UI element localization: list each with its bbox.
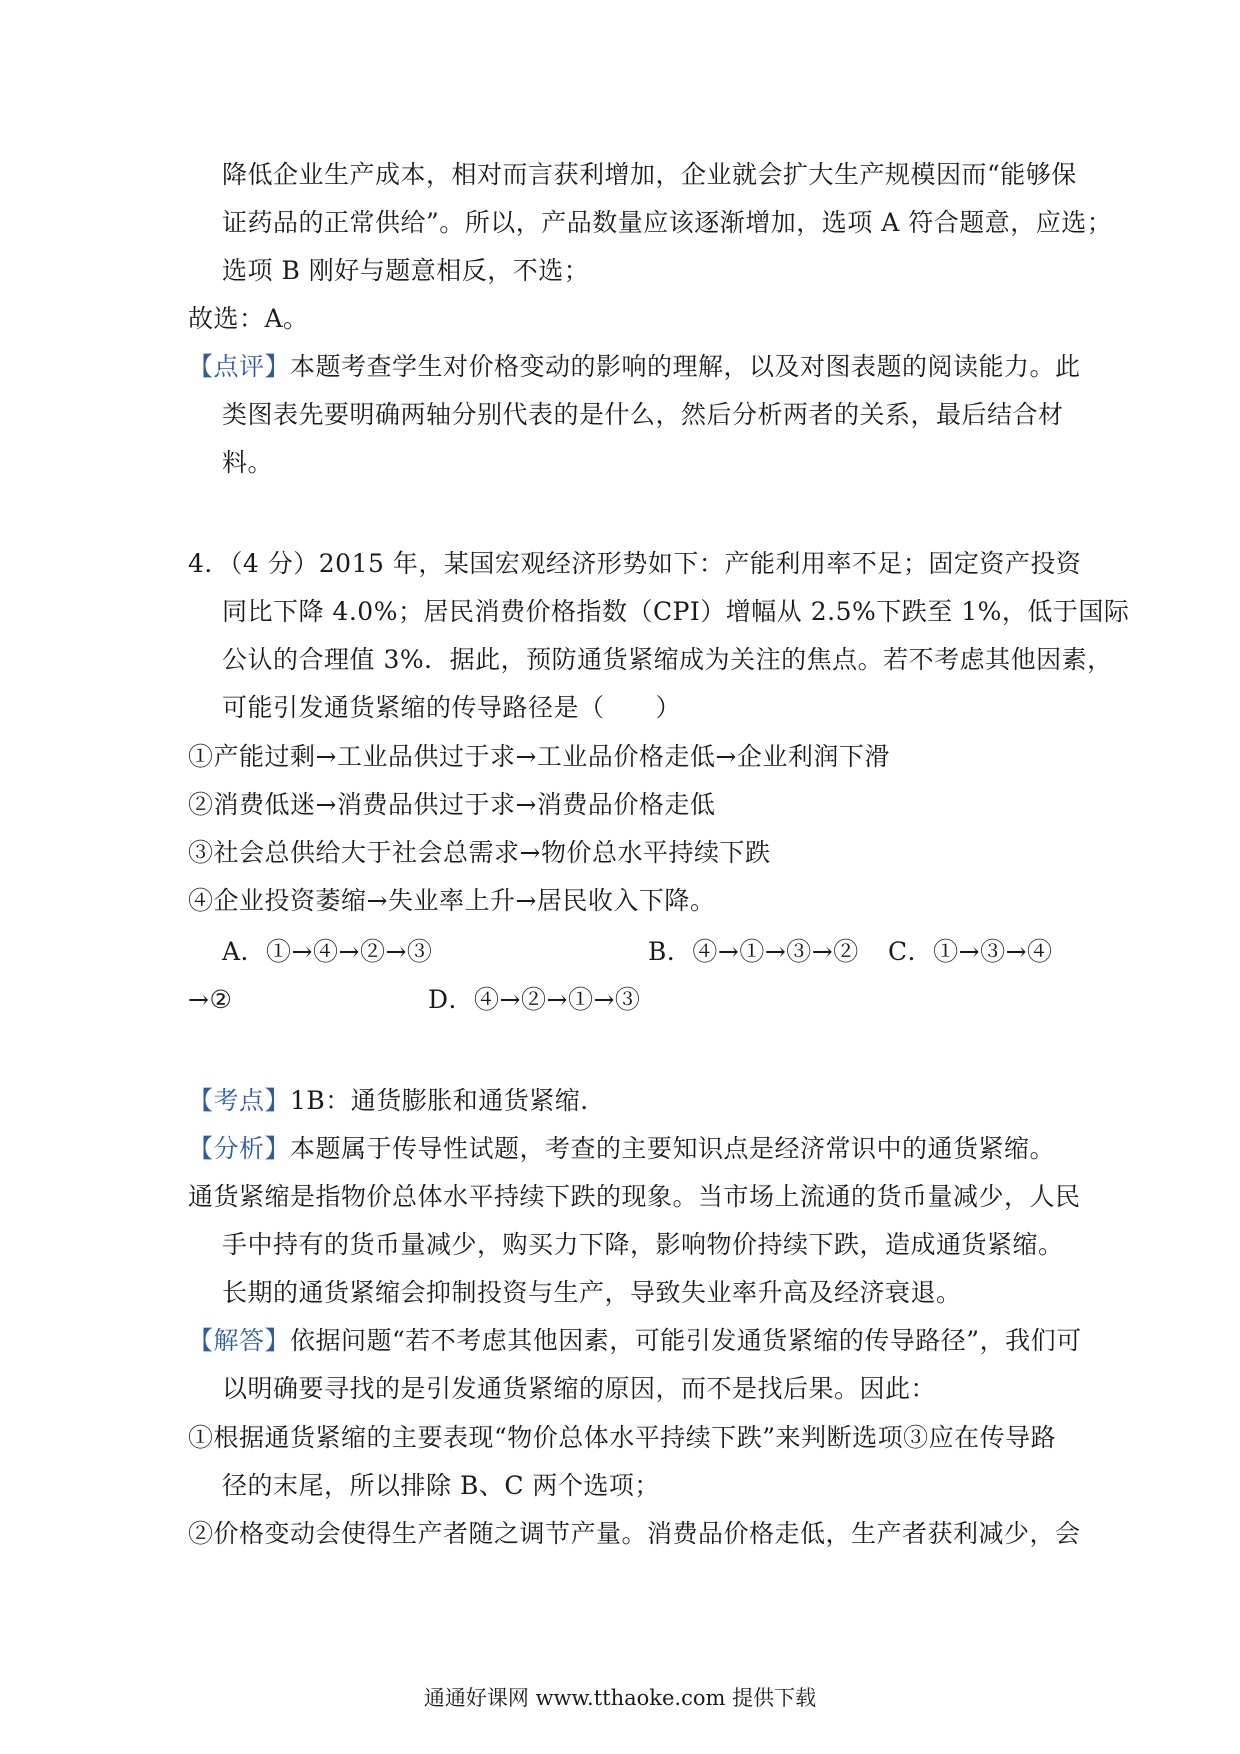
option-d: D．④→②→①→③ [428, 985, 641, 1014]
comment-line-3: 料。 [222, 448, 274, 477]
fenxi-paragraph [188, 1133, 1055, 1165]
option-b: B．④→①→③→② [648, 937, 859, 966]
page-footer: 通通好课网 www.tthaoke.com 提供下载 [423, 1686, 817, 1710]
kaodian-text: 1B：通货膨胀和通货紧缩． [290, 1086, 606, 1115]
question-4-stem-line-4: 可能引发通货紧缩的传导路径是（ ） [222, 693, 682, 722]
question-4-item-3: ③社会总供给大于社会总需求→物价总水平持续下跌 [188, 838, 771, 867]
kaodian-paragraph [188, 1085, 606, 1117]
question-4-item-1: ①产能过剩→工业品供过于求→工业品价格走低→企业利润下滑 [188, 742, 890, 771]
fenxi-line-2: 通货紧缩是指物价总体水平持续下跌的现象。当市场上流通的货币量减少，人民 [188, 1182, 1081, 1211]
jieda-text: 依据问题“若不考虑其他因素，可能引发通货紧缩的传导路径”，我们可 [290, 1326, 1082, 1355]
jieda-tag: 【解答】 [188, 1326, 291, 1355]
question-4-stem-line-3: 公认的合理值 3%．据此，预防通货紧缩成为关注的焦点。若不考虑其他因素， [222, 645, 1113, 674]
fenxi-line-4: 长期的通货紧缩会抑制投资与生产，导致失业率升高及经济衰退。 [222, 1278, 962, 1307]
fenxi-tag: 【分析】 [188, 1134, 291, 1163]
point-1-line-2: 径的末尾，所以排除 B、C 两个选项； [222, 1471, 660, 1500]
comment-text: 本题考查学生对价格变动的影响的理解，以及对图表题的阅读能力。此 [290, 352, 1081, 381]
jieda-line-2: 以明确要寻找的是引发通货紧缩的原因，而不是找后果。因此： [222, 1374, 937, 1403]
point-2-line-1: ②价格变动会使得生产者随之调节产量。消费品价格走低，生产者获利减少，会 [188, 1519, 1081, 1548]
option-c-continuation: →② [188, 985, 233, 1014]
option-a: A．①→④→②→③ [222, 937, 433, 966]
fenxi-text: 本题属于传导性试题，考查的主要知识点是经济常识中的通货紧缩。 [290, 1134, 1056, 1163]
analysis-continuation-line-3: 选项 B 刚好与题意相反，不选； [222, 256, 590, 285]
jieda-paragraph [188, 1325, 1082, 1357]
fenxi-line-3: 手中持有的货币量减少，购买力下降，影响物价持续下跌，造成通货紧缩。 [222, 1230, 1064, 1259]
question-4-item-2: ②消费低迷→消费品供过于求→消费品价格走低 [188, 790, 716, 819]
question-4-item-4: ④企业投资萎缩→失业率上升→居民收入下降。 [188, 886, 716, 915]
comment-tag: 【点评】 [188, 352, 291, 381]
point-1-line-1: ①根据通货紧缩的主要表现“物价总体水平持续下跌”来判断选项③应在传导路 [188, 1423, 1057, 1452]
comment-line-2: 类图表先要明确两轴分别代表的是什么，然后分析两者的关系，最后结合材 [222, 400, 1064, 429]
analysis-continuation-line-2: 证药品的正常供给”。所以，产品数量应该逐渐增加，选项 A 符合题意，应选； [222, 208, 1113, 237]
kaodian-tag: 【考点】 [188, 1086, 291, 1115]
option-c: C．①→③→④ [888, 937, 1053, 966]
question-4-stem-line-2: 同比下降 4.0%；居民消费价格指数（CPI）增幅从 2.5%下跌至 1%，低于国际 [222, 597, 1130, 626]
comment-paragraph [188, 351, 1081, 383]
analysis-continuation-line-1: 降低企业生产成本，相对而言获利增加，企业就会扩大生产规模因而“能够保 [222, 160, 1077, 189]
question-4-stem-line-1: 4．（4 分）2015 年，某国宏观经济形势如下：产能利用率不足；固定资产投资 [188, 549, 1082, 578]
final-answer: 故选：A。 [188, 304, 309, 333]
